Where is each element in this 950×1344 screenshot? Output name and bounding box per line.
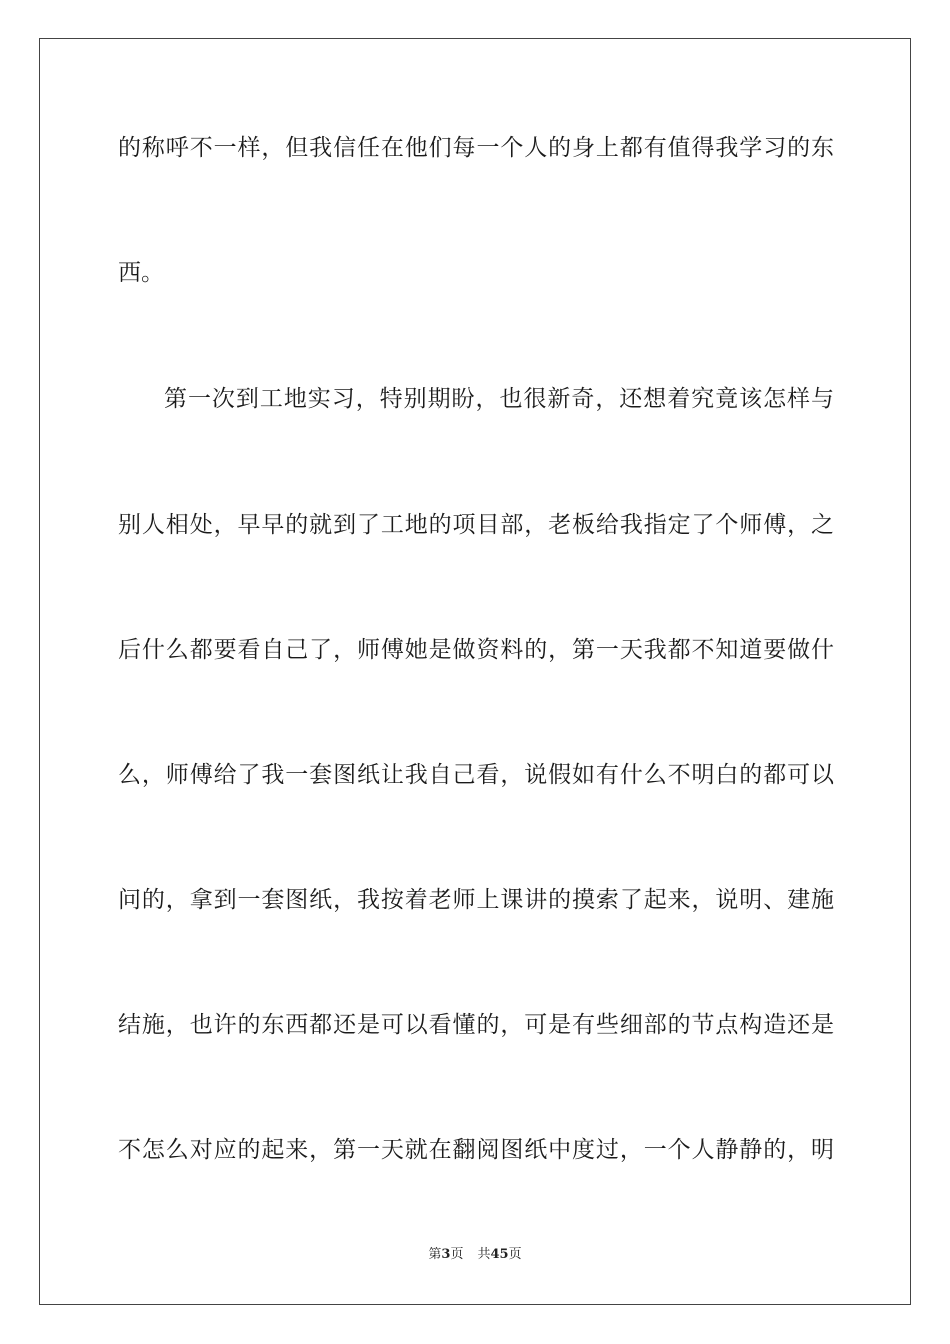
body-text-line: 后什么都要看自己了，师傅她是做资料的，第一天我都不知道要做什: [118, 637, 834, 663]
body-text-line: 么，师傅给了我一套图纸让我自己看，说假如有什么不明白的都可以: [118, 762, 834, 788]
total-prefix: 共: [477, 1247, 491, 1262]
body-text-line: 的称呼不一样，但我信任在他们每一个人的身上都有值得我学习的东: [118, 135, 834, 161]
page-footer: [0, 1246, 950, 1264]
body-text-line: 不怎么对应的起来，第一天就在翻阅图纸中度过，一个人静静的，明: [118, 1137, 834, 1163]
page-number: 3: [441, 1247, 451, 1262]
body-text-line: 别人相处，早早的就到了工地的项目部，老板给我指定了个师傅，之: [118, 512, 834, 538]
page-suffix: 页: [450, 1247, 464, 1262]
body-text-line: 问的，拿到一套图纸，我按着老师上课讲的摸索了起来，说明、建施: [118, 887, 834, 913]
paragraph-first-line: 第一次到工地实习，特别期盼，也很新奇，还想着究竟该怎样与: [164, 386, 834, 412]
total-suffix: 页: [508, 1247, 522, 1262]
body-text-line: 西。: [118, 260, 164, 286]
body-text-line: 结施，也许的东西都还是可以看懂的，可是有些细部的节点构造还是: [118, 1012, 834, 1038]
page-border: [39, 38, 911, 1305]
total-pages: 45: [490, 1247, 509, 1262]
page-prefix: 第: [428, 1247, 442, 1262]
